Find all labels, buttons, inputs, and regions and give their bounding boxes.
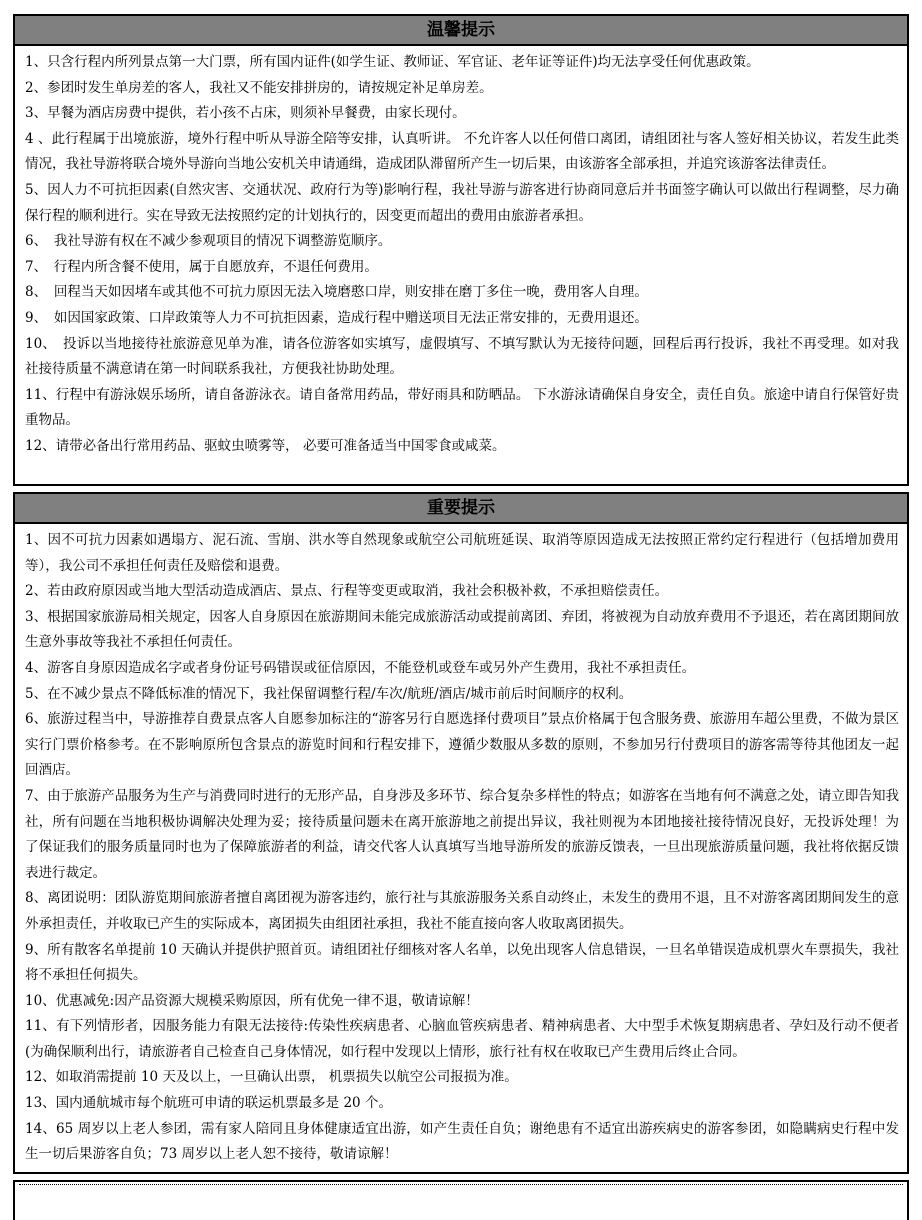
important-title: 重要提示 <box>15 494 907 524</box>
important-item: 14、65 周岁以上老人参团，需有家人陪同且身体健康适宜出游，如产生责任自负；谢绝患有不适宜出游疾病史的游客参团，如隐瞒病史行程中发生一切后果游客自负；73 周岁以上老人恕不接待，敬请谅解！ <box>25 1120 899 1163</box>
important-item: 9、所有散客名单提前 10 天确认并提供护照首页。请组团社仔细核对客人名单，以免出现客人信息错误，一旦名单错误造成机票火车票损失，我社将不承担任何损失。 <box>25 941 899 984</box>
important-section <box>13 492 909 1174</box>
notice-item: 6、 我社导游有权在不减少参观项目的情况下调整游览顺序。 <box>25 233 392 250</box>
notice-section <box>13 14 909 486</box>
important-item: 13、国内通航城市每个航班可申请的联运机票最多是 20 个。 <box>25 1095 392 1112</box>
notice-item: 1、只含行程内所列景点第一大门票，所有国内证件(如学生证、教师证、军官证、老年证等证件)均无法享受任何优惠政策。 <box>25 54 760 70</box>
important-item: 11、有下列情形者，因服务能力有限无法接待:传染性疾病患者、心脑血管疾病患者、精神病患者、大中型手术恢复期病患者、孕妇及行动不便者(为确保顺利出行，请旅游者自己检查自己身体情况，如行程中发现以上情形，旅行社有权在收取已产生费用后终止合同。 <box>25 1018 899 1060</box>
notice-list <box>15 46 907 464</box>
notice-item: 9、 如因国家政策、口岸政策等人力不可抗拒因素，造成行程中赠送项目无法正常安排的，无费用退还。 <box>25 309 648 326</box>
important-item: 6、旅游过程当中，导游推荐自费景点客人自愿参加标注的“游客另行自愿选择付费项目”景点价格属于包含服务费、旅游用车超公里费，不做为景区实行门票价格参考。在不影响原所包含景点的游览时间和行程安排下，遵循少数服从多数的原则，不参加另行付费项目的游客需等待其他团友一起回酒店。 <box>25 711 899 779</box>
notice-item: 5、因人力不可抗拒因素(自然灾害、交通状况、政府行为等)影响行程，我社导游与游客进行协商同意后并书面签字确认可以做出行程调整，尽力确保行程的顺利进行。实在导致无法按照约定的计划执行的，因变更而超出的费用由旅游者承担。 <box>25 181 899 224</box>
important-item: 1、因不可抗力因素如遇塌方、泥石流、雪崩、洪水等自然现象或航空公司航班延误、取消等原因造成无法按照正常约定行程进行（包括增加费用等），我公司不承担任何责任及赔偿和退费。 <box>25 532 899 574</box>
notice-title: 温馨提示 <box>15 16 907 46</box>
important-item: 3、根据国家旅游局相关规定，因客人自身原因在旅游期间未能完成旅游活动或提前离团、弃团，将被视为自动放弃费用不予退还，若在离团期间放生意外事故等我社不承担任何责任。 <box>25 608 899 651</box>
notice-item: 2、参团时发生单房差的客人，我社又不能安排拼房的，请按规定补足单房差。 <box>25 79 493 96</box>
important-item: 7、由于旅游产品服务为生产与消费同时进行的无形产品，自身涉及多环节、综合复杂多样性的特点；如游客在当地有何不满意之处，请立即告知我社，所有问题在当地积极协调解决处理为妥；接待质量问题未在离开旅游地之前提出异议，我社则视为本团地接社接待情况良好，无投诉处理！为了保证我们的服务质量同时也为了保障旅游者的利益，请交代客人认真填写当地导游所发的旅游反馈表，一旦出现旅游质量问题，我社将依据反馈表进行裁定。 <box>25 787 899 881</box>
dotted-divider <box>19 1184 903 1215</box>
important-item: 4、游客自身原因造成名字或者身份证号码错误或征信原因，不能登机或登车或另外产生费用，我社不承担责任。 <box>25 659 696 676</box>
next-section-partial <box>13 1180 909 1220</box>
important-item: 12、如取消需提前 10 天及以上，一旦确认出票， 机票损失以航空公司报损为准。 <box>25 1069 518 1086</box>
important-item: 8、离团说明：团队游览期间旅游者擅自离团视为游客违约，旅行社与其旅游服务关系自动终止，未发生的费用不退，且不对游客离团期间发生的意外承担责任，并收取已产生的实际成本，离团损失由组团社承担，我社不能直接向客人收取离团损失。 <box>25 890 899 932</box>
notice-item: 4 、此行程属于出境旅游，境外行程中听从导游全陪等安排，认真听讲。 不允许客人以任何借口离团，请组团社与客人签好相关协议，若发生此类情况，我社导游将联合境外导游向当地公安机关申请通缉，造成团队滞留所产生一切后果，由该游客全部承担，并追究该游客法律责任。 <box>25 130 899 173</box>
notice-item: 7、 行程内所含餐不使用，属于自愿放弃，不退任何费用。 <box>25 258 378 275</box>
important-item: 5、在不减少景点不降低标准的情况下，我社保留调整行程/车次/航班/酒店/城市前后时间顺序的权利。 <box>25 685 633 702</box>
notice-item: 3、早餐为酒店房费中提供，若小孩不占床，则须补早餐费，由家长现付。 <box>25 105 466 122</box>
notice-item: 12、请带必备出行常用药品、驱蚊虫喷雾等， 必要可准备适当中国零食或咸菜。 <box>25 437 506 454</box>
notice-item: 10、 投诉以当地接待社旅游意见单为准，请各位游客如实填写，虚假填写、不填写默认为无接待问题，回程后再行投诉，我社不再受理。如对我社接待质量不满意请在第一时间联系我社，方便我社协助处理。 <box>25 335 899 378</box>
notice-item: 11、行程中有游泳娱乐场所，请自备游泳衣。请自备常用药品，带好雨具和防晒品。 下水游泳请确保自身安全，责任自负。旅途中请自行保管好贵重物品。 <box>25 386 899 429</box>
important-item: 2、若由政府原因或当地大型活动造成酒店、景点、行程等变更或取消，我社会积极补救，不承担赔偿责任。 <box>25 583 669 600</box>
important-list <box>15 524 907 1172</box>
important-item: 10、优惠减免:因产品资源大规模采购原因，所有优免一律不退，敬请谅解！ <box>25 992 479 1009</box>
notice-item: 8、 回程当天如因堵车或其他不可抗力原因无法入境磨憨口岸，则安排在磨丁多住一晚，费用客人自理。 <box>25 284 648 301</box>
